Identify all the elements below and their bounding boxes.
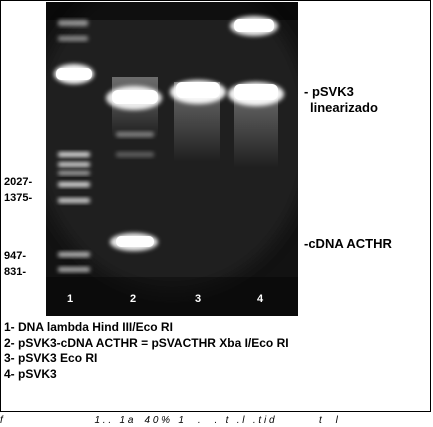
psvk3-label-line1: - pSVK3 (304, 84, 354, 99)
legend-item: 1- DNA lambda Hind III/Eco RI (4, 320, 173, 334)
marker-831-label: 831- (4, 266, 27, 278)
psvk3-label-line2: linearizado (310, 100, 378, 115)
legend-item: 3- pSVK3 Eco RI (4, 351, 98, 365)
legend (4, 320, 289, 382)
cdna-acthr-label: -cDNA ACTHR (304, 236, 392, 251)
lane-3-bands (170, 80, 226, 162)
lane-number-4: 4 (256, 293, 264, 305)
legend-item: 2- pSVK3-cDNA ACTHR = pSVACTHR Xba I/Eco RI (4, 335, 289, 350)
marker-1375-label: 1375- (4, 192, 33, 204)
lane-number-1: 1 (66, 293, 74, 305)
caption-fragment: f 1 . . 1 a 4 0 % 1 . . t . l . t i d t l (0, 415, 338, 426)
lane-number-3: 3 (194, 293, 202, 305)
lane-number-2: 2 (129, 293, 137, 305)
legend-item: 4- pSVK3 (4, 366, 57, 381)
marker-947-label: 947- (4, 250, 27, 262)
gel-photo (46, 2, 298, 316)
marker-2027-label: 2027- (4, 176, 33, 188)
